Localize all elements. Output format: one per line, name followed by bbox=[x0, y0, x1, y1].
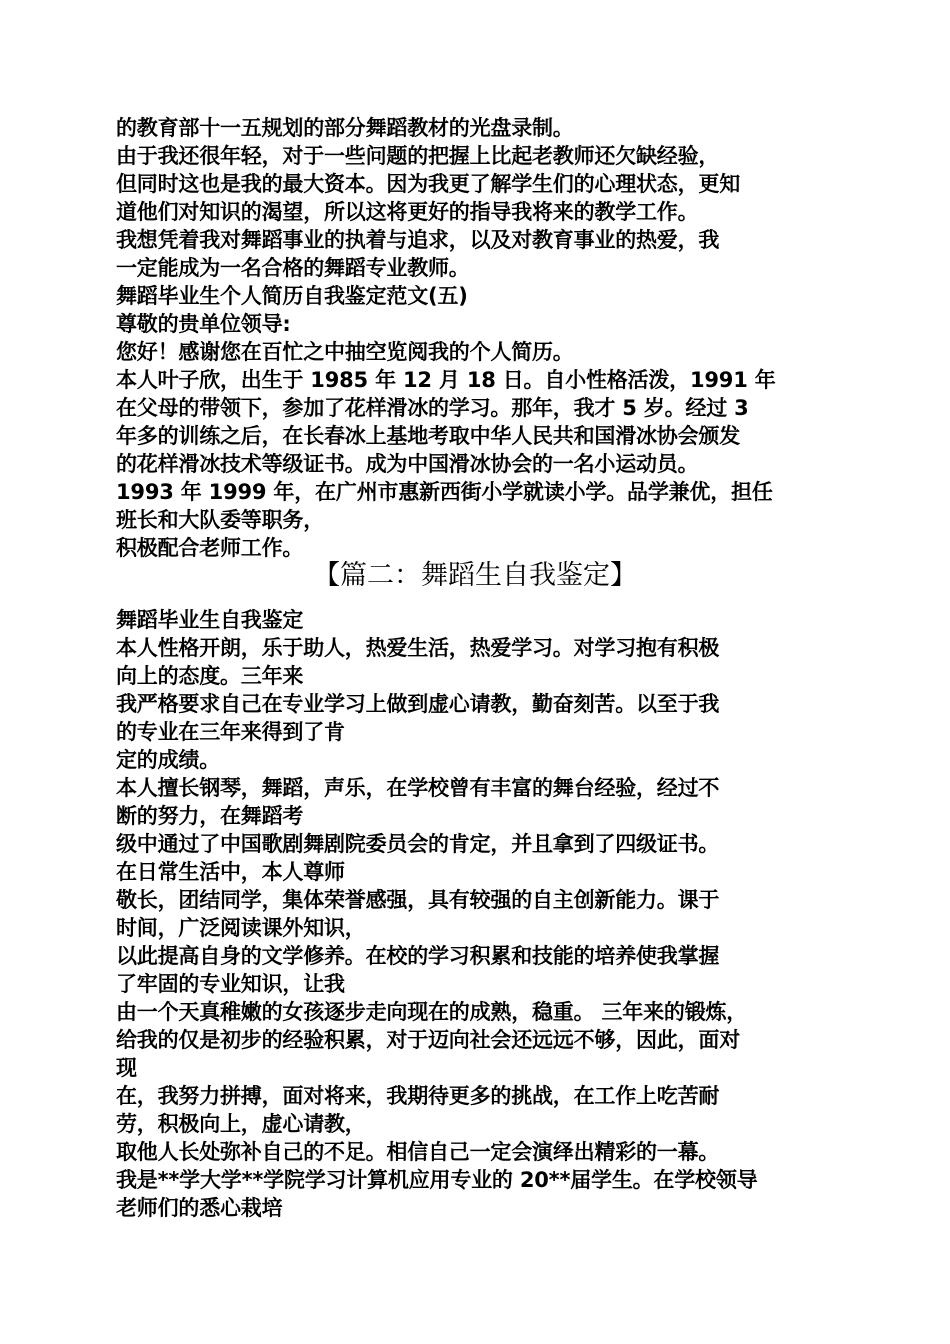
text-line: 班长和大队委等职务， bbox=[116, 508, 324, 532]
subheading: 舞蹈毕业生自我鉴定 bbox=[116, 608, 304, 632]
text-line: 由一个天真稚嫩的女孩逐步走向现在的成熟，稳重。 三年来的锻炼， bbox=[116, 1000, 748, 1024]
text-line: 劳，积极向上，虚心请教， bbox=[116, 1112, 366, 1136]
text-line: 但同时这也是我的最大资本。因为我更了解学生们的心理状态，更知 bbox=[116, 172, 740, 196]
text-line: 在父母的带领下，参加了花样滑冰的学习。那年，我才 5 岁。经过 3 bbox=[116, 396, 749, 420]
text-line: 时间，广泛阅读课外知识， bbox=[116, 916, 366, 940]
text-line: 积极配合老师工作。 bbox=[116, 536, 304, 560]
text-line: 的教育部十一五规划的部分舞蹈教材的光盘录制。 bbox=[116, 116, 574, 140]
text-line: 年多的训练之后，在长春冰上基地考取中华人民共和国滑冰协会颁发 bbox=[116, 424, 740, 448]
text-line: 老师们的悉心栽培 bbox=[116, 1196, 283, 1220]
text-line: 道他们对知识的渴望，所以这将更好的指导我将来的教学工作。 bbox=[116, 200, 699, 224]
text-line: 现 bbox=[116, 1056, 137, 1080]
text-line: 我严格要求自己在专业学习上做到虚心请教，勤奋刻苦。以至于我 bbox=[116, 692, 720, 716]
text-line: 一定能成为一名合格的舞蹈专业教师。 bbox=[116, 256, 470, 280]
text-line: 尊敬的贵单位领导: bbox=[116, 312, 291, 336]
text-line: 您好！感谢您在百忙之中抽空览阅我的个人简历。 bbox=[116, 340, 574, 364]
text-block-1 bbox=[116, 114, 836, 562]
text-block-2 bbox=[116, 606, 836, 1222]
text-line: 的专业在三年来得到了肯 bbox=[116, 720, 345, 744]
text-line: 我想凭着我对舞蹈事业的执着与追求，以及对教育事业的热爱，我 bbox=[116, 228, 720, 252]
text-line: 由于我还很年轻，对于一些问题的把握上比起老教师还欠缺经验， bbox=[116, 144, 720, 168]
subheading: 舞蹈毕业生个人简历自我鉴定范文(五) bbox=[116, 284, 468, 308]
section-heading: 【篇二：舞蹈生自我鉴定】 bbox=[313, 560, 637, 591]
text-line: 给我的仅是初步的经验积累，对于迈向社会还远远不够，因此，面对 bbox=[116, 1028, 740, 1052]
text-line: 取他人长处弥补自己的不足。相信自己一定会演绎出精彩的一幕。 bbox=[116, 1140, 720, 1164]
text-line: 本人擅长钢琴，舞蹈，声乐，在学校曾有丰富的舞台经验，经过不 bbox=[116, 776, 720, 800]
text-line: 在日常生活中，本人尊师 bbox=[116, 860, 345, 884]
text-line: 定的成绩。 bbox=[116, 748, 220, 772]
text-line: 断的努力，在舞蹈考 bbox=[116, 804, 304, 828]
text-line: 级中通过了中国歌剧舞剧院委员会的肯定，并且拿到了四级证书。 bbox=[116, 832, 720, 856]
text-line: 的花样滑冰技术等级证书。成为中国滑冰协会的一名小运动员。 bbox=[116, 452, 699, 476]
text-line: 以此提高自身的文学修养。在校的学习积累和技能的培养使我掌握 bbox=[116, 944, 720, 968]
text-line: 向上的态度。三年来 bbox=[116, 664, 304, 688]
text-line: 我是**学大学**学院学习计算机应用专业的 20**届学生。在学校领导 bbox=[116, 1168, 758, 1192]
text-line: 本人性格开朗，乐于助人，热爱生活，热爱学习。对学习抱有积极 bbox=[116, 636, 720, 660]
text-line: 本人叶子欣，出生于 1985 年 12 月 18 日。自小性格活泼，1991 年 bbox=[116, 368, 776, 392]
text-line: 在，我努力拼搏，面对将来，我期待更多的挑战，在工作上吃苦耐 bbox=[116, 1084, 720, 1108]
text-line: 了牢固的专业知识，让我 bbox=[116, 972, 345, 996]
text-line: 1993 年 1999 年，在广州市惠新西街小学就读小学。品学兼优，担任 bbox=[116, 480, 773, 504]
text-line: 敬长，团结同学，集体荣誉感强，具有较强的自主创新能力。课于 bbox=[116, 888, 720, 912]
